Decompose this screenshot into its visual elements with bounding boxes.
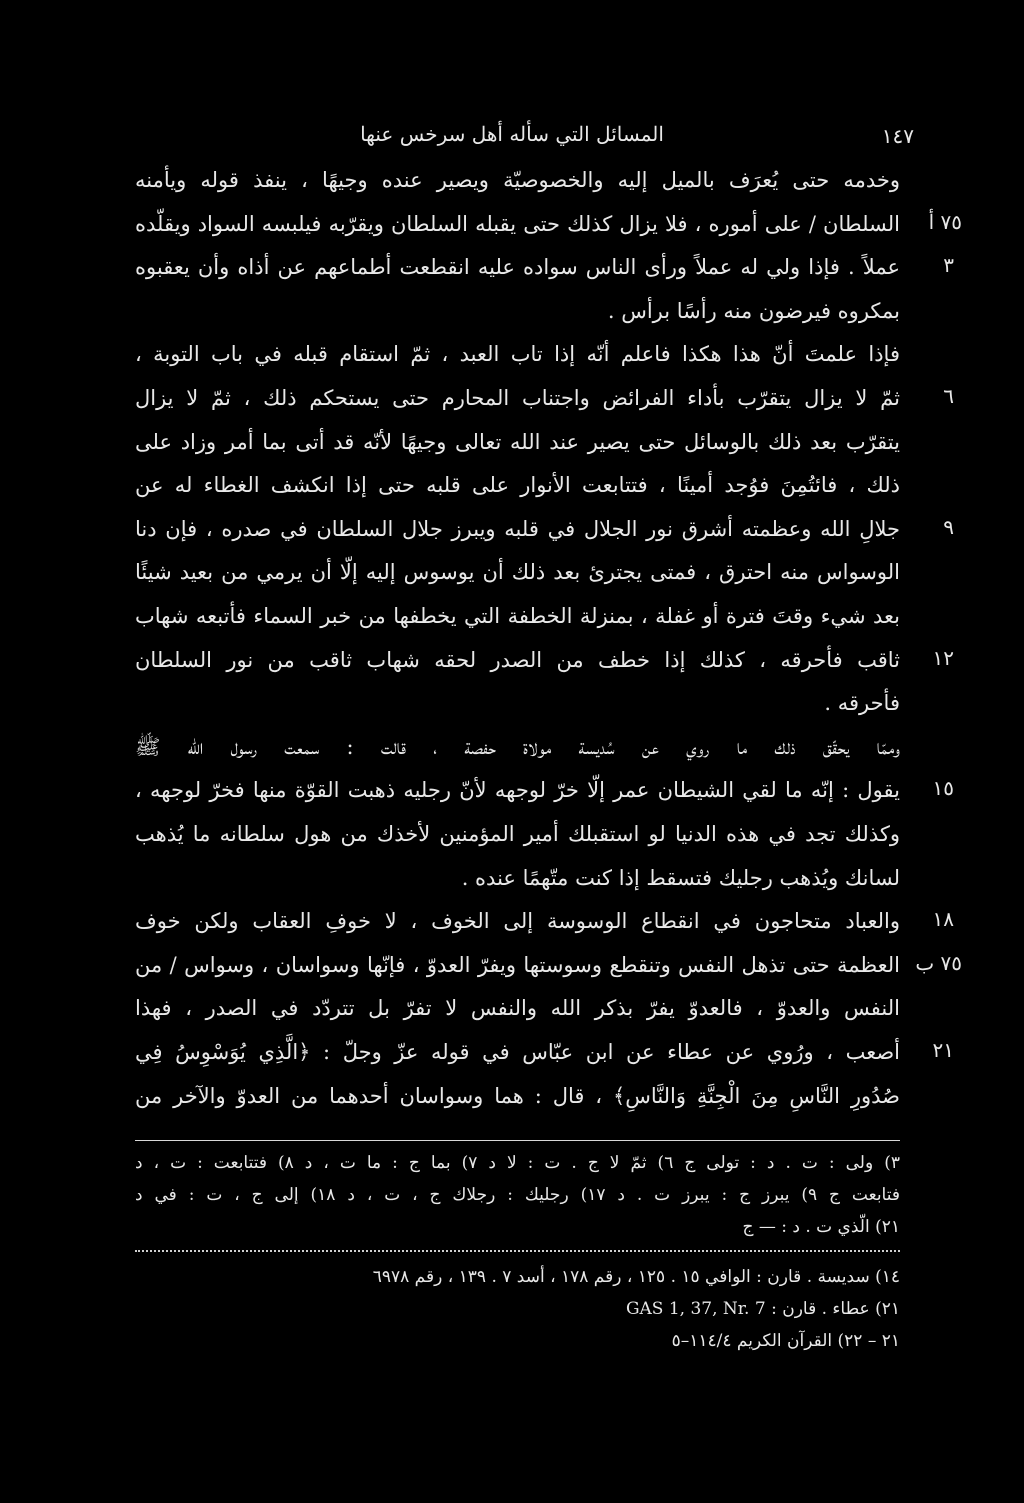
line-number: ٦ <box>943 384 954 408</box>
line-number: ٢١ <box>932 1038 954 1062</box>
apparatus-rule <box>135 1140 900 1141</box>
text-line <box>0 376 1024 420</box>
text-line-content: صُدُورِ النَّاسِ مِنَ الْجِنَّةِ وَالنَّاسِ﴾ ، قال : هما وسواسان أحدهما من العدوّ والآخر من <box>135 1083 900 1108</box>
folio-reference: ٧٥ أ <box>928 209 962 234</box>
text-line-content: السلطان / على أموره ، فلا يزال كذلك حتى يقبله السلطان ويقرّبه فيلبسه السواد ويقلّده <box>135 211 900 236</box>
text-line-content: بمكروه فيرضون منه رأسًا برأس . <box>607 298 900 323</box>
text-line-content: لسانك ويُذهب رجليك فتسقط إذا كنت متّهمًا عنده . <box>461 865 900 890</box>
text-line <box>0 681 1024 725</box>
footnote-line: ٢١ – ٢٢) القرآن الكريم ١١٤/٤–٥ <box>671 1331 900 1351</box>
text-line-content: والعباد متحاجون في انقطاع الوسوسة إلى الخوف ، لا خوفِ العقاب ولكن خوف <box>135 909 900 934</box>
footnote-separator <box>135 1250 900 1252</box>
text-line <box>0 158 1024 202</box>
footnote-line: ٢١) عطاء . قارن : GAS 1, 37, Nr. 7 <box>625 1299 900 1319</box>
text-line <box>0 986 1024 1030</box>
text-line-content: النفس والعدوّ ، فالعدوّ يفرّ بذكر الله والنفس لا تفرّ بل تتردّد في الصدر ، فهذا <box>135 996 900 1021</box>
variant-line: فتابعت ج ٩) يبرز ج : يبرز ت . د ١٧) رجليك : رجلاك ج ، ت ، د ١٨) إلى ج ، ت : في د <box>135 1185 900 1205</box>
text-line-content: الوسواس منه احترق ، فمتى يجترئ بعد ذلك أن يوسوس إليه إلّا أن يرمي من بعيد شيئًا <box>135 560 900 585</box>
line-number: ١٥ <box>932 776 954 801</box>
text-line-content: عملاً . فإذا ولي له عملاً ورأى الناس سواده عليه انقطعت أطماعهم عن أذاه وأن يعقبوه <box>135 255 900 280</box>
line-number: ١٢ <box>932 645 954 670</box>
text-line <box>0 594 1024 638</box>
text-line <box>0 899 1024 943</box>
text-line <box>0 638 1024 682</box>
text-line <box>0 856 1024 900</box>
text-line <box>0 550 1024 594</box>
text-line <box>0 202 1024 246</box>
variant-line: ٣) ولى : ت . د : تولى ج ٦) ثمّ لا ج . ت : لا د ٧) بما ج : ما ت ، د ٨) فتتابعت : ت ، د <box>135 1153 900 1173</box>
text-line-content: جلالِ الله وعظمته أشرق نور الجلال في قلبه ويبرز جلال السلطان في صدره ، فإن دنا <box>135 516 900 541</box>
text-line-content: وخدمه حتى يُعرَف بالميل إليه والخصوصيّة ويصير عنده وجيهًا ، ينفذ قوله ويأمنه <box>135 168 900 192</box>
text-line-content: وممّا يحقّق ذلك ما روي عن سُديسة مولاة حفصة ، قالت : سمعت رسول الله ﷺ <box>135 734 900 759</box>
text-line-content: يقول : إنّه ما لقي الشيطان عمر إلّا خرّ لوجهه لأنّ رجليه ذهبت القوّة منها فخرّ لوجهه ، <box>135 778 900 803</box>
text-line <box>0 725 1024 769</box>
text-line-content: ثمّ لا يزال يتقرّب بأداء الفرائض واجتناب المحارم حتى يستحكم ذلك ، ثمّ لا يزال <box>135 386 900 410</box>
text-line <box>0 463 1024 507</box>
folio-reference: ٧٥ ب <box>915 950 962 975</box>
text-line <box>0 943 1024 987</box>
running-title: المسائل التي سأله أهل سرخس عنها <box>360 122 664 146</box>
line-number: ١٨ <box>932 907 954 932</box>
text-line-content: أصعب ، ورُوي عن عطاء عن ابن عبّاس في قوله عزّ وجلّ : ﴿الَّذِي يُوَسْوِسُ فِي <box>135 1040 900 1064</box>
variant-line: ٢١) الّذي ت . د : — ج <box>742 1217 900 1237</box>
line-number: ٩ <box>943 514 954 539</box>
text-line <box>0 245 1024 289</box>
text-line <box>0 507 1024 551</box>
text-line <box>0 812 1024 856</box>
line-number: ٣ <box>943 253 954 278</box>
text-line <box>0 1030 1024 1074</box>
text-line-content: يتقرّب بعد ذلك بالوسائل حتى يصير عند الله تعالى وجيهًا لأنّه قد أتى بما أمر وزاد على <box>135 429 900 454</box>
page-number: ١٤٧ <box>881 124 914 148</box>
text-line <box>0 1074 1024 1118</box>
text-line <box>0 768 1024 812</box>
text-line-content: فإذا علمتَ أنّ هذا هكذا فاعلم أنّه إذا تاب العبد ، ثمّ استقام قبله في باب التوبة ، <box>135 342 900 367</box>
text-line-content: ذلك ، فائتُمِنَ فوُجد أمينًا ، فتتابعت الأنوار على قلبه حتى إذا انكشف الغطاء له عن <box>135 473 900 498</box>
page-header <box>0 118 1024 158</box>
text-line <box>0 332 1024 376</box>
text-line-content: العظمة حتى تذهل النفس وتنقطع وسوستها ويفرّ العدوّ ، فإنّها وسواسان ، وسواس / من <box>135 952 900 977</box>
text-line <box>0 420 1024 464</box>
text-line <box>0 289 1024 333</box>
text-line-content: فأحرقه . <box>824 691 900 716</box>
text-line-content: ثاقب فأحرقه ، كذلك إذا خطف من الصدر لحقه شهاب ثاقب من نور السلطان <box>135 647 900 672</box>
text-line-content: وكذلك تجد في هذه الدنيا لو استقبلك أمير المؤمنين لأخذك من هول سلطانه ما يُذهب <box>135 822 900 846</box>
text-line-content: بعد شيء وقتَ فترة أو غفلة ، بمنزلة الخطفة التي يخطفها من خبر السماء فأتبعه شهاب <box>135 604 900 628</box>
footnote-line: ١٤) سديسة . قارن : الوافي ١٥ . ١٢٥ ، رقم ١٧٨ ، أسد ٧ . ١٣٩ ، رقم ٦٩٧٨ <box>372 1267 900 1287</box>
